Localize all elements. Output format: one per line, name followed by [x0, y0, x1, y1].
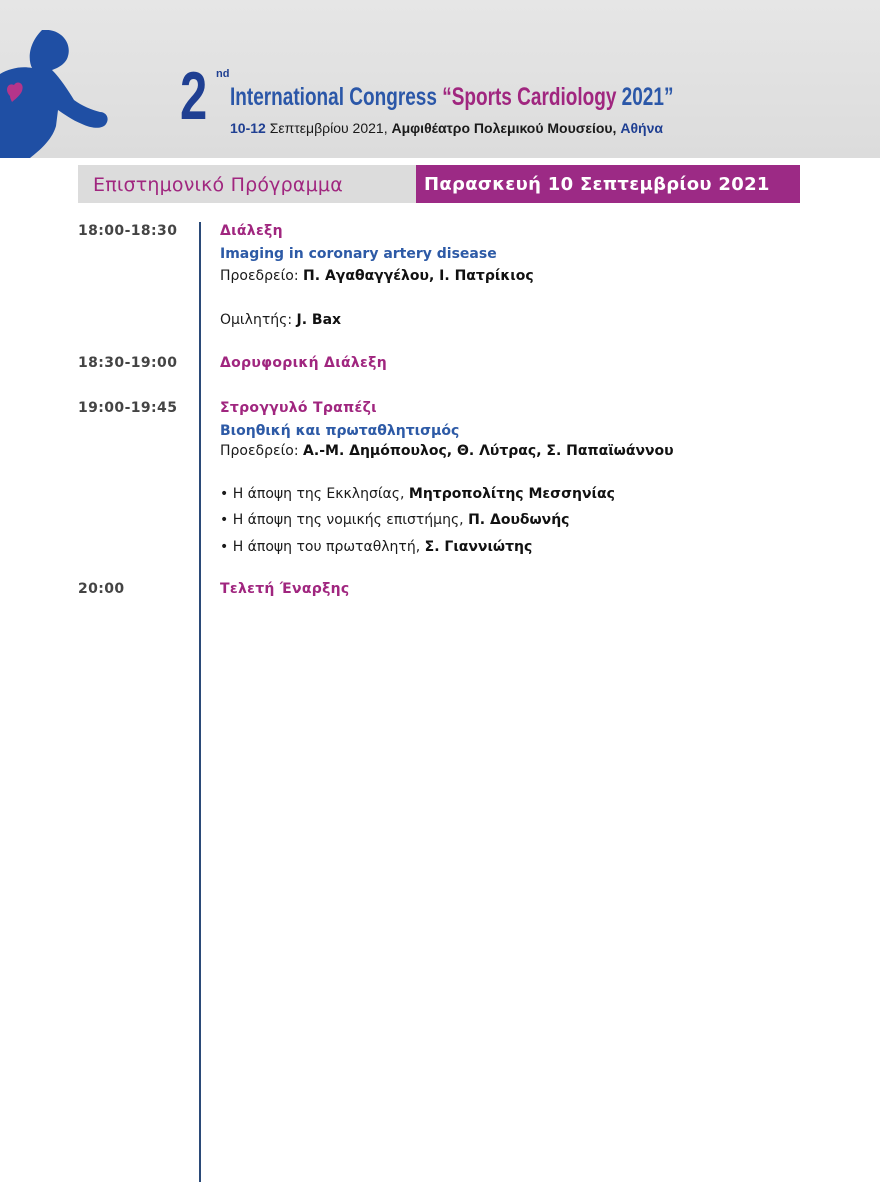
congress-month: Σεπτεμβρίου 2021, — [269, 120, 388, 136]
session-type: Στρογγυλό Τραπέζι — [220, 400, 377, 416]
topic-speaker: Μητροπολίτης Μεσσηνίας — [408, 486, 615, 502]
congress-city: Αθήνα — [620, 120, 663, 136]
session-speaker — [220, 311, 341, 329]
session-type: Τελετή Έναρξης — [220, 581, 350, 597]
topic-speaker: Σ. Γιαννιώτης — [424, 539, 533, 555]
congress-ordinal-suffix: nd — [216, 68, 230, 80]
speaker-label: Ομιλητής: — [220, 312, 293, 328]
chairs-names: Α.-Μ. Δημόπουλος, Θ. Λύτρας, Σ. Παπαϊωάννου — [303, 443, 674, 459]
chairs-label: Προεδρείο: — [220, 443, 299, 459]
session-time: 19:00-19:45 — [78, 400, 178, 416]
congress-label: International Congress — [230, 83, 437, 111]
congress-ordinal-number: 2 — [180, 58, 208, 134]
runner-logo-icon — [0, 30, 112, 158]
chairs-names: Π. Αγαθαγγέλου, Ι. Πατρίκιος — [303, 268, 534, 284]
session-chairs — [220, 267, 534, 285]
section-title: Επιστημονικό Πρόγραμμα — [93, 174, 343, 196]
congress-year: 2021” — [621, 83, 674, 111]
list-item — [220, 485, 615, 503]
session-time: 20:00 — [78, 581, 125, 597]
session-type: Διάλεξη — [220, 223, 283, 239]
header-banner — [0, 0, 880, 158]
congress-dates-venue — [230, 119, 663, 137]
session-time: 18:30-19:00 — [78, 355, 178, 371]
session-time: 18:00-18:30 — [78, 223, 178, 239]
topic-text: • Η άποψη του πρωταθλητή, — [220, 539, 421, 555]
congress-dates: 10-12 — [230, 120, 266, 136]
congress-name: “Sports Cardiology — [442, 83, 617, 111]
topic-text: • Η άποψη της Εκκλησίας, — [220, 486, 405, 502]
list-item — [220, 538, 532, 556]
session-chairs — [220, 442, 674, 460]
speaker-name: J. Bax — [296, 312, 342, 328]
congress-title — [230, 82, 673, 112]
session-type: Δορυφορική Διάλεξη — [220, 355, 387, 371]
session-topic: Βιοηθική και πρωταθλητισμός — [220, 423, 460, 439]
session-topic: Imaging in coronary artery disease — [220, 246, 497, 262]
timeline-divider — [199, 222, 201, 1182]
day-label: Παρασκευή 10 Σεπτεμβρίου 2021 — [424, 174, 770, 195]
topic-speaker: Π. Δουδωνής — [468, 512, 570, 528]
list-item — [220, 511, 569, 529]
chairs-label: Προεδρείο: — [220, 268, 299, 284]
congress-venue: Αμφιθέατρο Πολεμικού Μουσείου, — [391, 120, 617, 136]
topic-text: • Η άποψη της νομικής επιστήμης, — [220, 512, 464, 528]
